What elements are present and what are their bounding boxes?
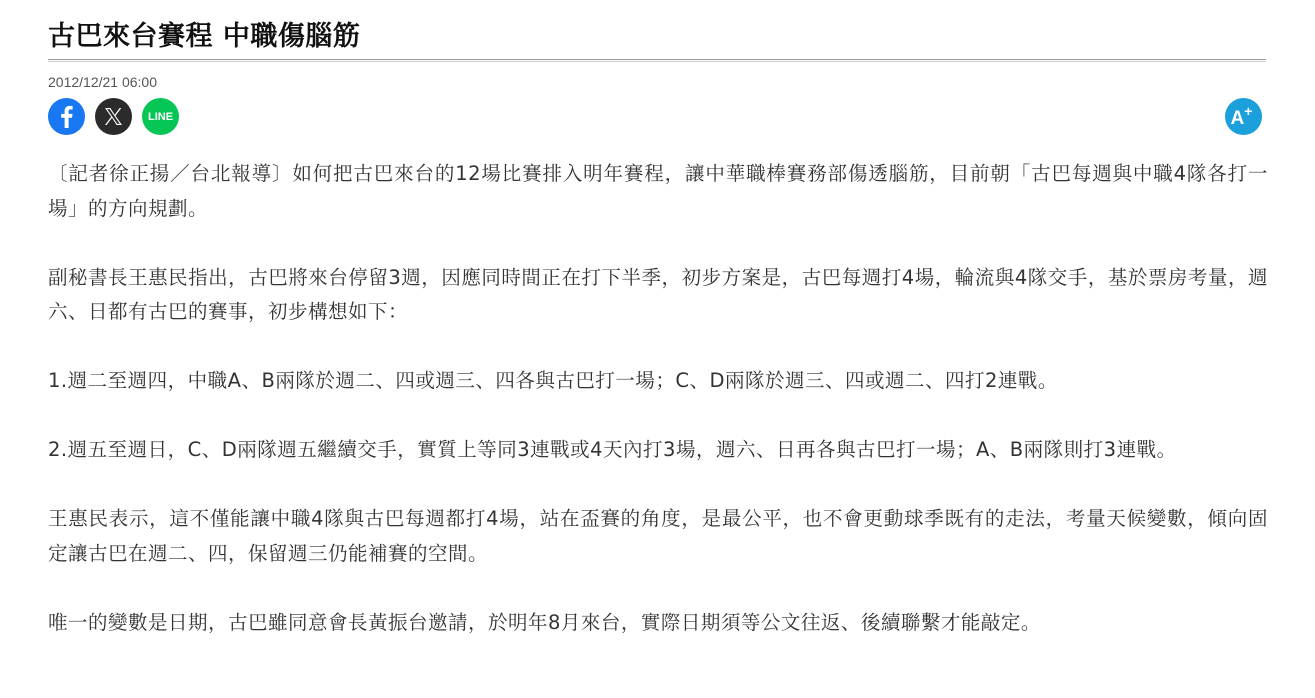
article-paragraph: 〔記者徐正揚／台北報導〕如何把古巴來台的12場比賽排入明年賽程，讓中華職棒賽務部傷透腦筋，目前朝「古巴每週與中職4隊各打一場」的方向規劃。 bbox=[48, 162, 1268, 220]
share-bar bbox=[48, 98, 179, 135]
font-size-plus: + bbox=[1244, 102, 1253, 119]
line-icon: LINE bbox=[147, 110, 174, 123]
article-paragraph: 2.週五至週日，C、D兩隊週五繼續交手，實質上等同3連戰或4天內打3場，週六、日再各與古巴打一場；A、B兩隊則打3連戰。 bbox=[48, 438, 1177, 461]
article-title: 古巴來台賽程 中職傷腦筋 bbox=[48, 21, 361, 52]
x-icon bbox=[95, 98, 132, 135]
font-size-letter: A bbox=[1230, 107, 1245, 129]
article-paragraph: 唯一的變數是日期，古巴雖同意會長黃振台邀請，於明年8月來台，實際日期須等公文往返、後續聯繫才能敲定。 bbox=[48, 610, 1041, 634]
facebook-share-button[interactable] bbox=[48, 98, 85, 135]
font-size-button[interactable] bbox=[1225, 98, 1262, 135]
article-body bbox=[48, 157, 1268, 675]
article-paragraph: 副秘書長王惠民指出，古巴將來台停留3週，因應同時間正在打下半季，初步方案是，古巴每週打4場，輪流與4隊交手，基於票房考量，週六、日都有古巴的賽事，初步構想如下： bbox=[48, 265, 1268, 323]
article-date: 2012/12/21 06:00 bbox=[48, 74, 157, 90]
article-paragraph: 1.週二至週四，中職A、B兩隊於週二、四或週三、四各與古巴打一場；C、D兩隊於週三、四或週二、四打2連戰。 bbox=[48, 369, 1058, 392]
x-share-button[interactable] bbox=[95, 98, 132, 135]
article-paragraph: 王惠民表示，這不僅能讓中職4隊與古巴每週都打4場，站在盃賽的角度，是最公平，也不會更動球季既有的走法，考量天候變數，傾向固定讓古巴在週二、四，保留週三仍能補賽的空間。 bbox=[48, 507, 1268, 565]
facebook-icon bbox=[48, 98, 85, 135]
line-share-button[interactable] bbox=[142, 98, 179, 135]
title-divider bbox=[48, 59, 1266, 62]
